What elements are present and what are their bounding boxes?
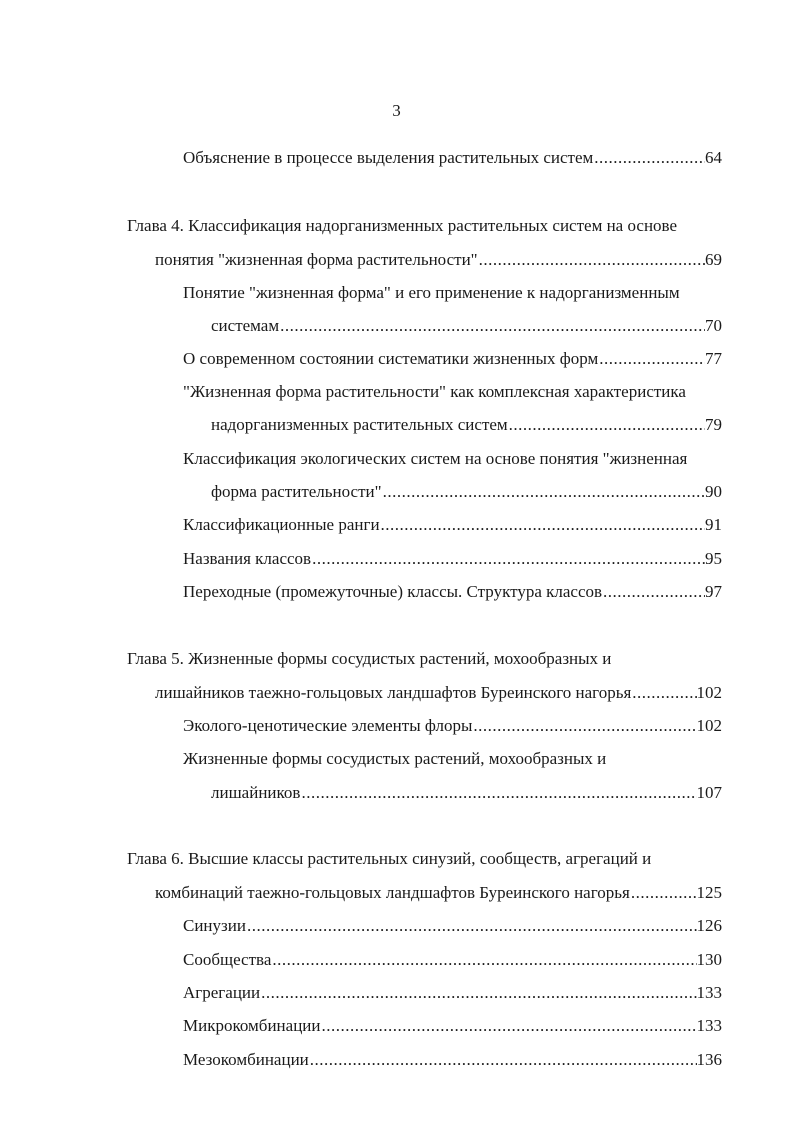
toc-entry-page: 102 bbox=[696, 716, 722, 735]
toc-entry-transitional-classes[interactable] bbox=[183, 579, 722, 605]
toc-entry-ranks[interactable] bbox=[183, 512, 722, 538]
toc-entry-title: Жизненные формы сосудистых растений, мохообразных и bbox=[183, 749, 607, 768]
toc-entry-page: 64 bbox=[705, 148, 722, 167]
toc-entry-page: 70 bbox=[705, 316, 722, 335]
toc-entry-microcombinations[interactable] bbox=[183, 1013, 722, 1039]
toc-entry-page: 69 bbox=[705, 250, 722, 269]
toc-entry-title: Названия классов bbox=[183, 549, 312, 568]
toc-entry-flora-elements[interactable] bbox=[183, 713, 722, 739]
toc-leader bbox=[260, 980, 696, 1006]
toc-leader bbox=[300, 780, 696, 806]
chapter-title-cont: лишайников таежно-гольцовых ландшафтов Буреинского нагорья bbox=[155, 683, 632, 702]
toc-leader bbox=[478, 247, 705, 273]
chapter-title-cont: комбинаций таежно-гольцовых ландшафтов Буреинского нагорья bbox=[155, 883, 630, 902]
toc-entry-life-form-concept-cont[interactable] bbox=[211, 313, 722, 339]
toc-entry-title: Объяснение в процессе выделения растительных систем bbox=[183, 148, 594, 167]
toc-entry-page: 133 bbox=[696, 983, 722, 1002]
toc-entry-title-cont: форма растительности" bbox=[211, 482, 382, 501]
chapter-title: Глава 4. Классификация надорганизменных растительных систем на основе bbox=[127, 216, 678, 235]
toc-entry-title: Сообщества bbox=[183, 950, 272, 969]
toc-leader bbox=[508, 412, 705, 438]
toc-entry-page: 79 bbox=[705, 415, 722, 434]
toc-entry-ecosystem-classification[interactable] bbox=[183, 446, 687, 472]
toc-entry-explanation[interactable] bbox=[183, 145, 722, 171]
toc-entry-page: 130 bbox=[696, 950, 722, 969]
toc-entry-page: 91 bbox=[705, 515, 722, 534]
toc-entry-page: 126 bbox=[696, 916, 722, 935]
toc-entry-title: Эколого-ценотические элементы флоры bbox=[183, 716, 473, 735]
toc-leader bbox=[598, 346, 705, 372]
toc-entry-class-names[interactable] bbox=[183, 546, 722, 572]
toc-entry-synusiae[interactable] bbox=[183, 913, 722, 939]
toc-entry-title: Классификация экологических систем на основе понятия "жизненная bbox=[183, 449, 688, 468]
toc-entry-title: Понятие "жизненная форма" и его применение к надорганизменным bbox=[183, 283, 680, 302]
toc-leader bbox=[380, 512, 705, 538]
toc-entry-systematics-state[interactable] bbox=[183, 346, 722, 372]
toc-leader bbox=[630, 880, 697, 906]
toc-entry-life-form-concept[interactable] bbox=[183, 280, 680, 306]
toc-entry-page: 77 bbox=[705, 349, 722, 368]
toc-entry-page: 95 bbox=[705, 549, 722, 568]
toc-entry-mesocombinations[interactable] bbox=[183, 1047, 722, 1073]
toc-leader bbox=[382, 479, 705, 505]
toc-entry-page: 136 bbox=[696, 1050, 722, 1069]
toc-entry-title: Микрокомбинации bbox=[183, 1016, 321, 1035]
chapter-6-heading[interactable] bbox=[127, 846, 651, 872]
toc-entry-complex-characteristic[interactable] bbox=[183, 379, 686, 405]
page-number: 3 bbox=[392, 101, 401, 120]
toc-entry-communities[interactable] bbox=[183, 947, 722, 973]
toc-entry-life-forms-plants-cont[interactable] bbox=[211, 780, 722, 806]
toc-leader bbox=[472, 713, 696, 739]
toc-entry-page: 125 bbox=[696, 883, 722, 902]
toc-entry-title: "Жизненная форма растительности" как комплексная характеристика bbox=[183, 382, 686, 401]
toc-entry-title-cont: надорганизменных растительных систем bbox=[211, 415, 508, 434]
toc-entry-title: Агрегации bbox=[183, 983, 261, 1002]
toc-leader bbox=[271, 947, 696, 973]
toc-entry-ecosystem-classification-cont[interactable] bbox=[211, 479, 722, 505]
chapter-5-heading[interactable] bbox=[127, 646, 611, 672]
chapter-6-heading-cont[interactable] bbox=[155, 880, 722, 906]
chapter-4-heading[interactable] bbox=[127, 213, 677, 239]
toc-entry-life-forms-plants[interactable] bbox=[183, 746, 606, 772]
toc-entry-title: Переходные (промежуточные) классы. Структура классов bbox=[183, 582, 603, 601]
toc-leader bbox=[246, 913, 697, 939]
toc-entry-page: 102 bbox=[696, 683, 722, 702]
toc-leader bbox=[279, 313, 705, 339]
toc-leader bbox=[321, 1013, 697, 1039]
chapter-5-heading-cont[interactable] bbox=[155, 680, 722, 706]
toc-entry-title-cont: системам bbox=[211, 316, 280, 335]
toc-entry-page: 90 bbox=[705, 482, 722, 501]
chapter-4-heading-cont[interactable] bbox=[155, 247, 722, 273]
toc-entry-title: Синузии bbox=[183, 916, 246, 935]
toc-leader bbox=[593, 145, 705, 171]
chapter-title: Глава 6. Высшие классы растительных синузий, сообществ, агрегаций и bbox=[127, 849, 652, 868]
toc-entry-aggregations[interactable] bbox=[183, 980, 722, 1006]
toc-entry-complex-characteristic-cont[interactable] bbox=[211, 412, 722, 438]
toc-leader bbox=[309, 1047, 697, 1073]
toc-entry-page: 133 bbox=[696, 1016, 722, 1035]
chapter-title-cont: понятия "жизненная форма растительности" bbox=[155, 250, 478, 269]
toc-entry-title: Классификационные ранги bbox=[183, 515, 380, 534]
toc-entry-title: О современном состоянии систематики жизненных форм bbox=[183, 349, 599, 368]
toc-entry-title-cont: лишайников bbox=[211, 783, 301, 802]
toc-entry-title: Мезокомбинации bbox=[183, 1050, 309, 1069]
toc-entry-page: 107 bbox=[696, 783, 722, 802]
toc-leader bbox=[311, 546, 705, 572]
toc-entry-page: 97 bbox=[705, 582, 722, 601]
toc-leader bbox=[631, 680, 696, 706]
chapter-title: Глава 5. Жизненные формы сосудистых растений, мохообразных и bbox=[127, 649, 612, 668]
toc-leader bbox=[602, 579, 705, 605]
